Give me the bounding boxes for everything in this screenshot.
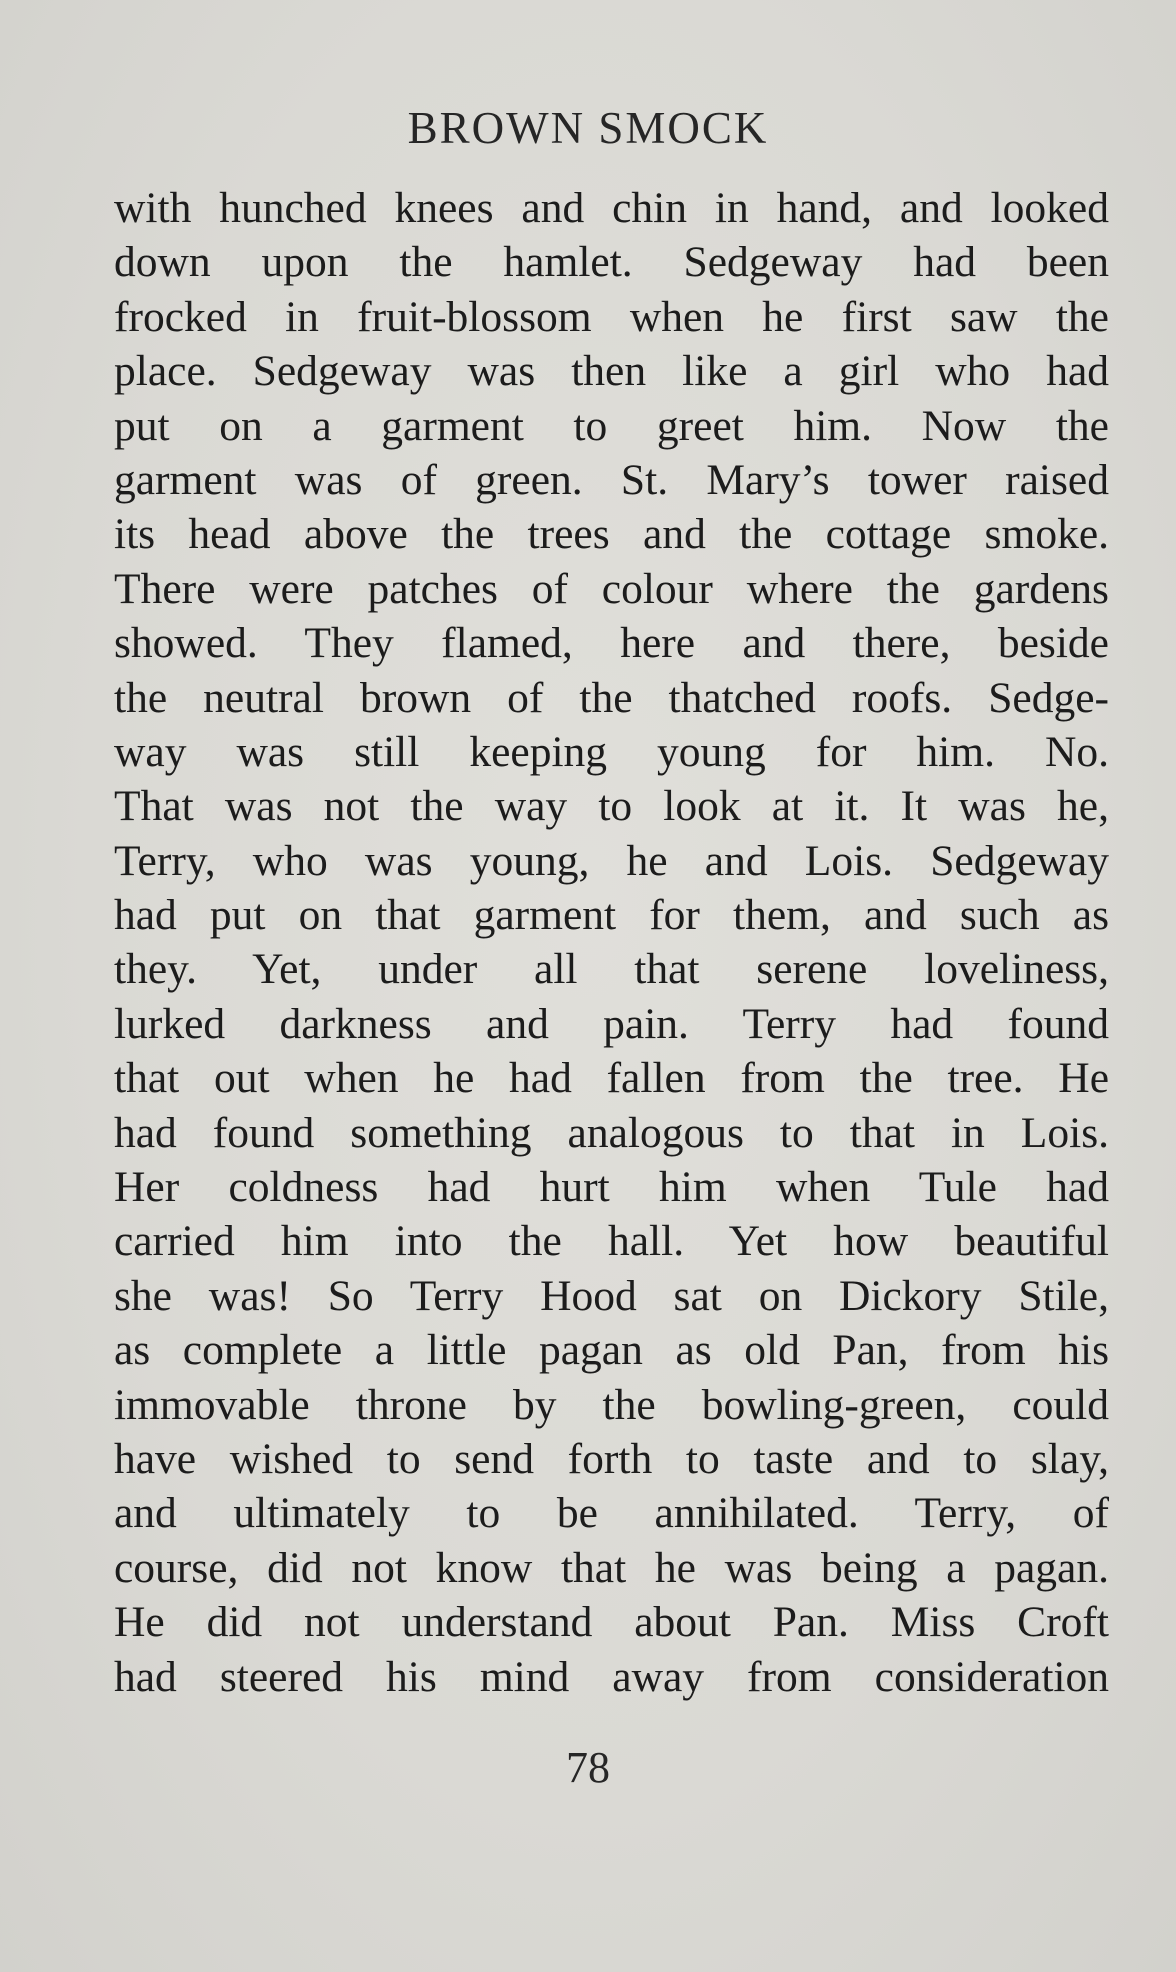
text-line: had found something analogous to that in Lois. <box>114 1108 1109 1157</box>
text-line: had steered his mind away from consideration <box>114 1652 1109 1701</box>
text-line: as complete a little pagan as old Pan, from his <box>114 1326 1109 1375</box>
text-line: Terry, who was young, he and Lois. Sedgeway <box>114 836 1109 885</box>
page-number: 78 <box>566 1743 610 1792</box>
text-line: the neutral brown of the thatched roofs. Sedge- <box>114 673 1109 722</box>
text-line: carried him into the hall. Yet how beautiful <box>114 1217 1109 1266</box>
text-line: That was not the way to look at it. It was he, <box>114 782 1109 831</box>
text-line: lurked darkness and pain. Terry had found <box>114 999 1109 1048</box>
body-text <box>114 181 1109 1704</box>
text-line: have wished to send forth to taste and to slay, <box>114 1434 1109 1483</box>
text-line: that out when he had fallen from the tree. He <box>114 1054 1109 1103</box>
running-head: BROWN SMOCK <box>407 103 769 153</box>
text-line: showed. They flamed, here and there, beside <box>114 619 1109 668</box>
text-line: and ultimately to be annihilated. Terry, of <box>114 1489 1109 1538</box>
text-line: course, did not know that he was being a pagan. <box>114 1543 1109 1592</box>
text-line: Her coldness had hurt him when Tule had <box>114 1163 1109 1212</box>
text-line: with hunched knees and chin in hand, and looked <box>114 184 1109 232</box>
text-line: way was still keeping young for him. No. <box>114 727 1109 776</box>
text-line: immovable throne by the bowling-green, could <box>114 1380 1109 1429</box>
text-line: frocked in fruit-blossom when he first saw the <box>114 292 1109 341</box>
text-line: There were patches of colour where the gardens <box>114 564 1109 613</box>
text-line: she was! So Terry Hood sat on Dickory Stile, <box>114 1271 1109 1320</box>
text-line: its head above the trees and the cottage smoke. <box>114 510 1109 559</box>
text-line: down upon the hamlet. Sedgeway had been <box>114 238 1109 287</box>
text-line: put on a garment to greet him. Now the <box>114 401 1109 450</box>
text-line: they. Yet, under all that serene loveliness, <box>114 945 1109 994</box>
text-line: He did not understand about Pan. Miss Croft <box>114 1598 1109 1647</box>
text-line: garment was of green. St. Mary’s tower raised <box>114 455 1109 504</box>
text-line: place. Sedgeway was then like a girl who had <box>114 347 1109 396</box>
text-line: had put on that garment for them, and such as <box>114 891 1109 940</box>
